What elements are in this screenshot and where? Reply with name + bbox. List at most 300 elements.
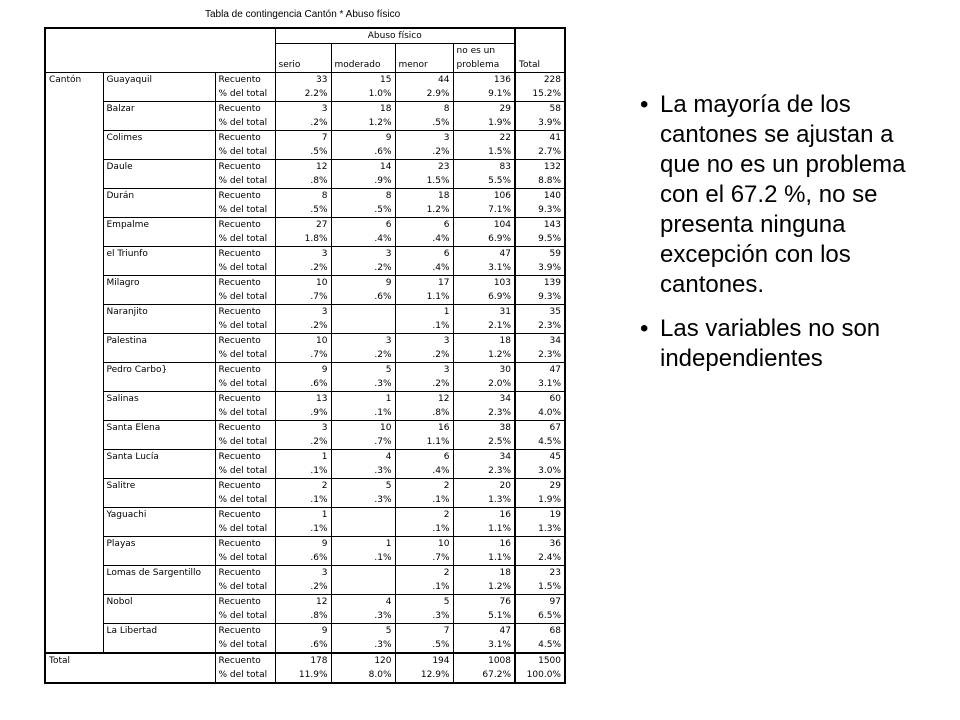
count-cell: 97 [515, 595, 565, 610]
count-cell: 29 [453, 102, 515, 117]
stat-label: % del total [215, 203, 275, 218]
percent-cell: 1.2% [453, 580, 515, 595]
table-row [45, 392, 565, 407]
percent-cell: .2% [395, 377, 453, 392]
percent-cell: 5.1% [453, 609, 515, 624]
count-cell: 228 [515, 73, 565, 88]
count-cell: 20 [453, 479, 515, 494]
count-cell: 8 [395, 102, 453, 117]
count-cell: 35 [515, 305, 565, 320]
count-cell: 41 [515, 131, 565, 146]
percent-cell: 15.2% [515, 87, 565, 102]
table-row [45, 595, 565, 610]
canton-name: Yaguachi [103, 508, 215, 537]
stat-label: Recuento [215, 247, 275, 262]
percent-cell: 2.2% [275, 87, 331, 102]
percent-cell: 1.1% [395, 290, 453, 305]
count-cell: 6 [395, 218, 453, 233]
count-cell: 12 [275, 160, 331, 175]
count-cell: 27 [275, 218, 331, 233]
percent-cell: 1.8% [275, 232, 331, 247]
count-cell: 104 [453, 218, 515, 233]
percent-cell: .4% [395, 464, 453, 479]
bullet-symbol: • [640, 315, 649, 342]
count-cell: 67 [515, 421, 565, 436]
count-cell: 3 [275, 421, 331, 436]
percent-cell: 4.0% [515, 406, 565, 421]
count-cell: 140 [515, 189, 565, 204]
percent-cell: 1.2% [395, 203, 453, 218]
table-row [45, 218, 565, 233]
count-cell: 12 [275, 595, 331, 610]
stat-label: Recuento [215, 305, 275, 320]
count-cell: 9 [331, 131, 395, 146]
percent-cell [331, 522, 395, 537]
col-header-total: Total [515, 58, 565, 73]
count-cell: 106 [453, 189, 515, 204]
count-cell: 3 [331, 334, 395, 349]
count-cell: 3 [395, 131, 453, 146]
percent-cell [331, 580, 395, 595]
count-cell: 178 [275, 653, 331, 668]
percent-cell: 2.9% [395, 87, 453, 102]
canton-name: Santa Elena [103, 421, 215, 450]
percent-cell: 1.5% [515, 580, 565, 595]
stat-label: % del total [215, 87, 275, 102]
count-cell: 14 [331, 160, 395, 175]
percent-cell: .2% [275, 319, 331, 334]
count-cell [331, 566, 395, 581]
percent-cell: .3% [331, 377, 395, 392]
canton-name: Nobol [103, 595, 215, 624]
percent-cell: 1.5% [453, 145, 515, 160]
count-cell: 8 [331, 189, 395, 204]
stat-label: % del total [215, 319, 275, 334]
percent-cell: 9.3% [515, 290, 565, 305]
table-title: Tabla de contingencia Cantón * Abuso físico [205, 9, 401, 20]
table-row [45, 131, 565, 146]
bullet-text: La mayoría de los cantones se ajustan a que no es un problema con el 67.2 %, no se presenta ninguna excepción con los cantones. [660, 91, 906, 298]
percent-cell: 2.7% [515, 145, 565, 160]
bullet-text: Las variables no son independientes [660, 315, 881, 372]
percent-cell: 1.1% [453, 522, 515, 537]
canton-name: Guayaquil [103, 73, 215, 102]
stat-label: % del total [215, 145, 275, 160]
stat-label: % del total [215, 522, 275, 537]
count-cell: 3 [331, 247, 395, 262]
count-cell: 16 [453, 537, 515, 552]
count-cell: 5 [331, 479, 395, 494]
percent-cell: 2.4% [515, 551, 565, 566]
stat-label: % del total [215, 377, 275, 392]
canton-name: La Libertad [103, 624, 215, 654]
percent-cell: .7% [275, 290, 331, 305]
percent-cell: 6.9% [453, 290, 515, 305]
count-cell: 9 [275, 363, 331, 378]
percent-cell: 2.1% [453, 319, 515, 334]
count-cell: 29 [515, 479, 565, 494]
stat-label: Recuento [215, 392, 275, 407]
canton-name: Salinas [103, 392, 215, 421]
count-cell: 15 [331, 73, 395, 88]
col-header-serio: serio [275, 58, 331, 73]
percent-cell: 2.3% [515, 348, 565, 363]
stat-label: Recuento [215, 421, 275, 436]
percent-cell: .5% [395, 116, 453, 131]
percent-cell: 9.5% [515, 232, 565, 247]
table-row [45, 276, 565, 291]
percent-cell: .8% [275, 174, 331, 189]
count-cell: 3 [275, 247, 331, 262]
count-cell: 22 [453, 131, 515, 146]
count-cell: 38 [453, 421, 515, 436]
column-group-header: Abuso físico [275, 28, 515, 44]
stat-label: % del total [215, 348, 275, 363]
percent-cell: 9.3% [515, 203, 565, 218]
count-cell: 23 [515, 566, 565, 581]
count-cell: 10 [275, 276, 331, 291]
col-header-menor: menor [395, 58, 453, 73]
percent-cell [331, 319, 395, 334]
count-cell: 47 [453, 624, 515, 639]
count-cell: 4 [331, 450, 395, 465]
percent-cell: .6% [331, 290, 395, 305]
percent-cell: 1.1% [453, 551, 515, 566]
percent-cell: 100.0% [515, 668, 565, 683]
count-cell: 1 [275, 450, 331, 465]
percent-cell: 1.1% [395, 435, 453, 450]
percent-cell: .5% [331, 203, 395, 218]
percent-cell: .1% [395, 319, 453, 334]
table-corner [45, 28, 275, 73]
table-row [45, 508, 565, 523]
canton-name: Colimes [103, 131, 215, 160]
count-cell: 16 [395, 421, 453, 436]
stat-label: % del total [215, 261, 275, 276]
count-cell: 59 [515, 247, 565, 262]
percent-cell: 3.0% [515, 464, 565, 479]
count-cell: 58 [515, 102, 565, 117]
count-cell: 2 [395, 508, 453, 523]
percent-cell: .9% [275, 406, 331, 421]
count-cell: 6 [331, 218, 395, 233]
percent-cell: 1.9% [453, 116, 515, 131]
stat-label: Recuento [215, 566, 275, 581]
table-row [45, 160, 565, 175]
percent-cell: .2% [275, 261, 331, 276]
count-cell: 1 [275, 508, 331, 523]
total-row [45, 653, 565, 668]
stat-label: Recuento [215, 334, 275, 349]
canton-name: Lomas de Sargentillo [103, 566, 215, 595]
percent-cell: .1% [275, 464, 331, 479]
percent-cell: 3.9% [515, 116, 565, 131]
stat-label: Recuento [215, 73, 275, 88]
count-cell: 18 [395, 189, 453, 204]
percent-cell: .1% [395, 522, 453, 537]
count-cell: 103 [453, 276, 515, 291]
count-cell: 19 [515, 508, 565, 523]
count-cell: 6 [395, 247, 453, 262]
percent-cell: .2% [395, 348, 453, 363]
percent-cell: 7.1% [453, 203, 515, 218]
count-cell: 16 [453, 508, 515, 523]
count-cell: 2 [395, 566, 453, 581]
table-row [45, 102, 565, 117]
percent-cell: .1% [275, 493, 331, 508]
percent-cell: .1% [395, 493, 453, 508]
percent-cell: 3.1% [453, 638, 515, 653]
count-cell: 1 [331, 537, 395, 552]
stat-label: Recuento [215, 624, 275, 639]
bullet-list [640, 90, 940, 388]
row-variable-label: Cantón [49, 75, 82, 85]
count-cell: 10 [275, 334, 331, 349]
count-cell [331, 508, 395, 523]
percent-cell: .3% [331, 609, 395, 624]
stat-label: % del total [215, 290, 275, 305]
stat-label: % del total [215, 609, 275, 624]
stat-label: Recuento [215, 363, 275, 378]
percent-cell: 1.2% [453, 348, 515, 363]
percent-cell: .2% [331, 348, 395, 363]
table-row [45, 421, 565, 436]
percent-cell: 67.2% [453, 668, 515, 683]
count-cell: 139 [515, 276, 565, 291]
percent-cell: 1.3% [515, 522, 565, 537]
stat-label: Recuento [215, 276, 275, 291]
percent-cell: .3% [331, 464, 395, 479]
stat-label: Recuento [215, 189, 275, 204]
table-row [45, 479, 565, 494]
percent-cell: 8.8% [515, 174, 565, 189]
canton-name: Empalme [103, 218, 215, 247]
canton-name: Palestina [103, 334, 215, 363]
percent-cell: .8% [275, 609, 331, 624]
count-cell: 18 [331, 102, 395, 117]
contingency-table [44, 27, 566, 684]
percent-cell: .2% [331, 261, 395, 276]
count-cell: 194 [395, 653, 453, 668]
percent-cell: 11.9% [275, 668, 331, 683]
count-cell: 76 [453, 595, 515, 610]
canton-name: Naranjito [103, 305, 215, 334]
count-cell: 3 [275, 566, 331, 581]
count-cell: 1 [395, 305, 453, 320]
table-row [45, 450, 565, 465]
count-cell: 12 [395, 392, 453, 407]
percent-cell: 4.5% [515, 638, 565, 653]
stat-label: Recuento [215, 218, 275, 233]
bullet-item [640, 90, 940, 300]
canton-name: Balzar [103, 102, 215, 131]
stat-label: Recuento [215, 537, 275, 552]
canton-name: Milagro [103, 276, 215, 305]
percent-cell: 8.0% [331, 668, 395, 683]
count-cell: 47 [515, 363, 565, 378]
percent-cell: .1% [395, 580, 453, 595]
stat-label: Recuento [215, 450, 275, 465]
table-row [45, 247, 565, 262]
percent-cell: .1% [331, 406, 395, 421]
canton-name: Daule [103, 160, 215, 189]
percent-cell: 1.2% [331, 116, 395, 131]
percent-cell: 1.0% [331, 87, 395, 102]
count-cell: 6 [395, 450, 453, 465]
canton-name: Playas [103, 537, 215, 566]
count-cell: 2 [275, 479, 331, 494]
count-cell: 5 [331, 363, 395, 378]
count-cell: 9 [275, 537, 331, 552]
percent-cell: .3% [395, 609, 453, 624]
total-label: Total [45, 653, 215, 683]
count-cell: 47 [453, 247, 515, 262]
percent-cell: .5% [395, 638, 453, 653]
percent-cell: 2.3% [515, 319, 565, 334]
stat-label: % del total [215, 406, 275, 421]
count-cell: 44 [395, 73, 453, 88]
table-row [45, 334, 565, 349]
count-cell: 34 [453, 450, 515, 465]
stat-label: Recuento [215, 160, 275, 175]
percent-cell: 2.0% [453, 377, 515, 392]
stat-label: % del total [215, 116, 275, 131]
table-row [45, 189, 565, 204]
percent-cell: .6% [275, 638, 331, 653]
count-cell: 3 [395, 334, 453, 349]
stat-label: Recuento [215, 131, 275, 146]
percent-cell: 6.5% [515, 609, 565, 624]
count-cell: 45 [515, 450, 565, 465]
count-cell: 10 [331, 421, 395, 436]
canton-name: Durán [103, 189, 215, 218]
stat-label: % del total [215, 551, 275, 566]
stat-label: Recuento [215, 479, 275, 494]
count-cell: 4 [331, 595, 395, 610]
stat-label: % del total [215, 668, 275, 683]
stat-label: Recuento [215, 595, 275, 610]
percent-cell: 2.3% [453, 464, 515, 479]
percent-cell: 1.9% [515, 493, 565, 508]
percent-cell: .2% [395, 145, 453, 160]
percent-cell: 5.5% [453, 174, 515, 189]
count-cell: 132 [515, 160, 565, 175]
table-row [45, 537, 565, 552]
percent-cell: 1.3% [453, 493, 515, 508]
percent-cell: 12.9% [395, 668, 453, 683]
count-cell: 1500 [515, 653, 565, 668]
count-cell: 2 [395, 479, 453, 494]
stat-label: % del total [215, 638, 275, 653]
count-cell: 120 [331, 653, 395, 668]
percent-cell: .7% [331, 435, 395, 450]
percent-cell: .4% [331, 232, 395, 247]
col-header-moderado: moderado [331, 58, 395, 73]
count-cell: 9 [331, 276, 395, 291]
count-cell: 36 [515, 537, 565, 552]
percent-cell: 2.3% [453, 406, 515, 421]
stat-label: % del total [215, 174, 275, 189]
count-cell: 83 [453, 160, 515, 175]
percent-cell: .7% [395, 551, 453, 566]
stat-label: % del total [215, 580, 275, 595]
percent-cell: .2% [275, 580, 331, 595]
count-cell: 30 [453, 363, 515, 378]
stat-label: % del total [215, 232, 275, 247]
percent-cell: .6% [331, 145, 395, 160]
percent-cell: 3.1% [515, 377, 565, 392]
percent-cell: .1% [275, 522, 331, 537]
percent-cell: .3% [331, 638, 395, 653]
count-cell: 3 [275, 305, 331, 320]
count-cell: 17 [395, 276, 453, 291]
stat-label: % del total [215, 493, 275, 508]
stat-label: Recuento [215, 508, 275, 523]
count-cell [331, 305, 395, 320]
table-row [45, 305, 565, 320]
count-cell: 31 [453, 305, 515, 320]
percent-cell: 6.9% [453, 232, 515, 247]
table-row [45, 566, 565, 581]
count-cell: 18 [453, 566, 515, 581]
percent-cell: .4% [395, 232, 453, 247]
stat-label: % del total [215, 464, 275, 479]
percent-cell: 1.5% [395, 174, 453, 189]
percent-cell: 3.1% [453, 261, 515, 276]
percent-cell: .9% [331, 174, 395, 189]
percent-cell: 9.1% [453, 87, 515, 102]
percent-cell: .2% [275, 116, 331, 131]
count-cell: 34 [453, 392, 515, 407]
percent-cell: .7% [275, 348, 331, 363]
percent-cell: .6% [275, 551, 331, 566]
percent-cell: .5% [275, 145, 331, 160]
count-cell: 5 [331, 624, 395, 639]
bullet-item [640, 314, 940, 374]
canton-name: Salitre [103, 479, 215, 508]
canton-name: Santa Lucía [103, 450, 215, 479]
percent-cell: .5% [275, 203, 331, 218]
count-cell: 1 [331, 392, 395, 407]
count-cell: 8 [275, 189, 331, 204]
bullet-symbol: • [640, 91, 649, 118]
count-cell: 9 [275, 624, 331, 639]
percent-cell: .8% [395, 406, 453, 421]
count-cell: 13 [275, 392, 331, 407]
count-cell: 7 [395, 624, 453, 639]
count-cell: 1008 [453, 653, 515, 668]
count-cell: 136 [453, 73, 515, 88]
count-cell: 7 [275, 131, 331, 146]
table-row [45, 363, 565, 378]
stat-label: Recuento [215, 102, 275, 117]
count-cell: 143 [515, 218, 565, 233]
stat-label: Recuento [215, 653, 275, 668]
count-cell: 33 [275, 73, 331, 88]
percent-cell: .4% [395, 261, 453, 276]
count-cell: 60 [515, 392, 565, 407]
count-cell: 3 [275, 102, 331, 117]
percent-cell: 4.5% [515, 435, 565, 450]
count-cell: 18 [453, 334, 515, 349]
col-header-problema: problema [453, 58, 515, 73]
percent-cell: .3% [331, 493, 395, 508]
table-row [45, 73, 565, 88]
canton-name: el Triunfo [103, 247, 215, 276]
percent-cell: 2.5% [453, 435, 515, 450]
percent-cell: .2% [275, 435, 331, 450]
percent-cell: .6% [275, 377, 331, 392]
